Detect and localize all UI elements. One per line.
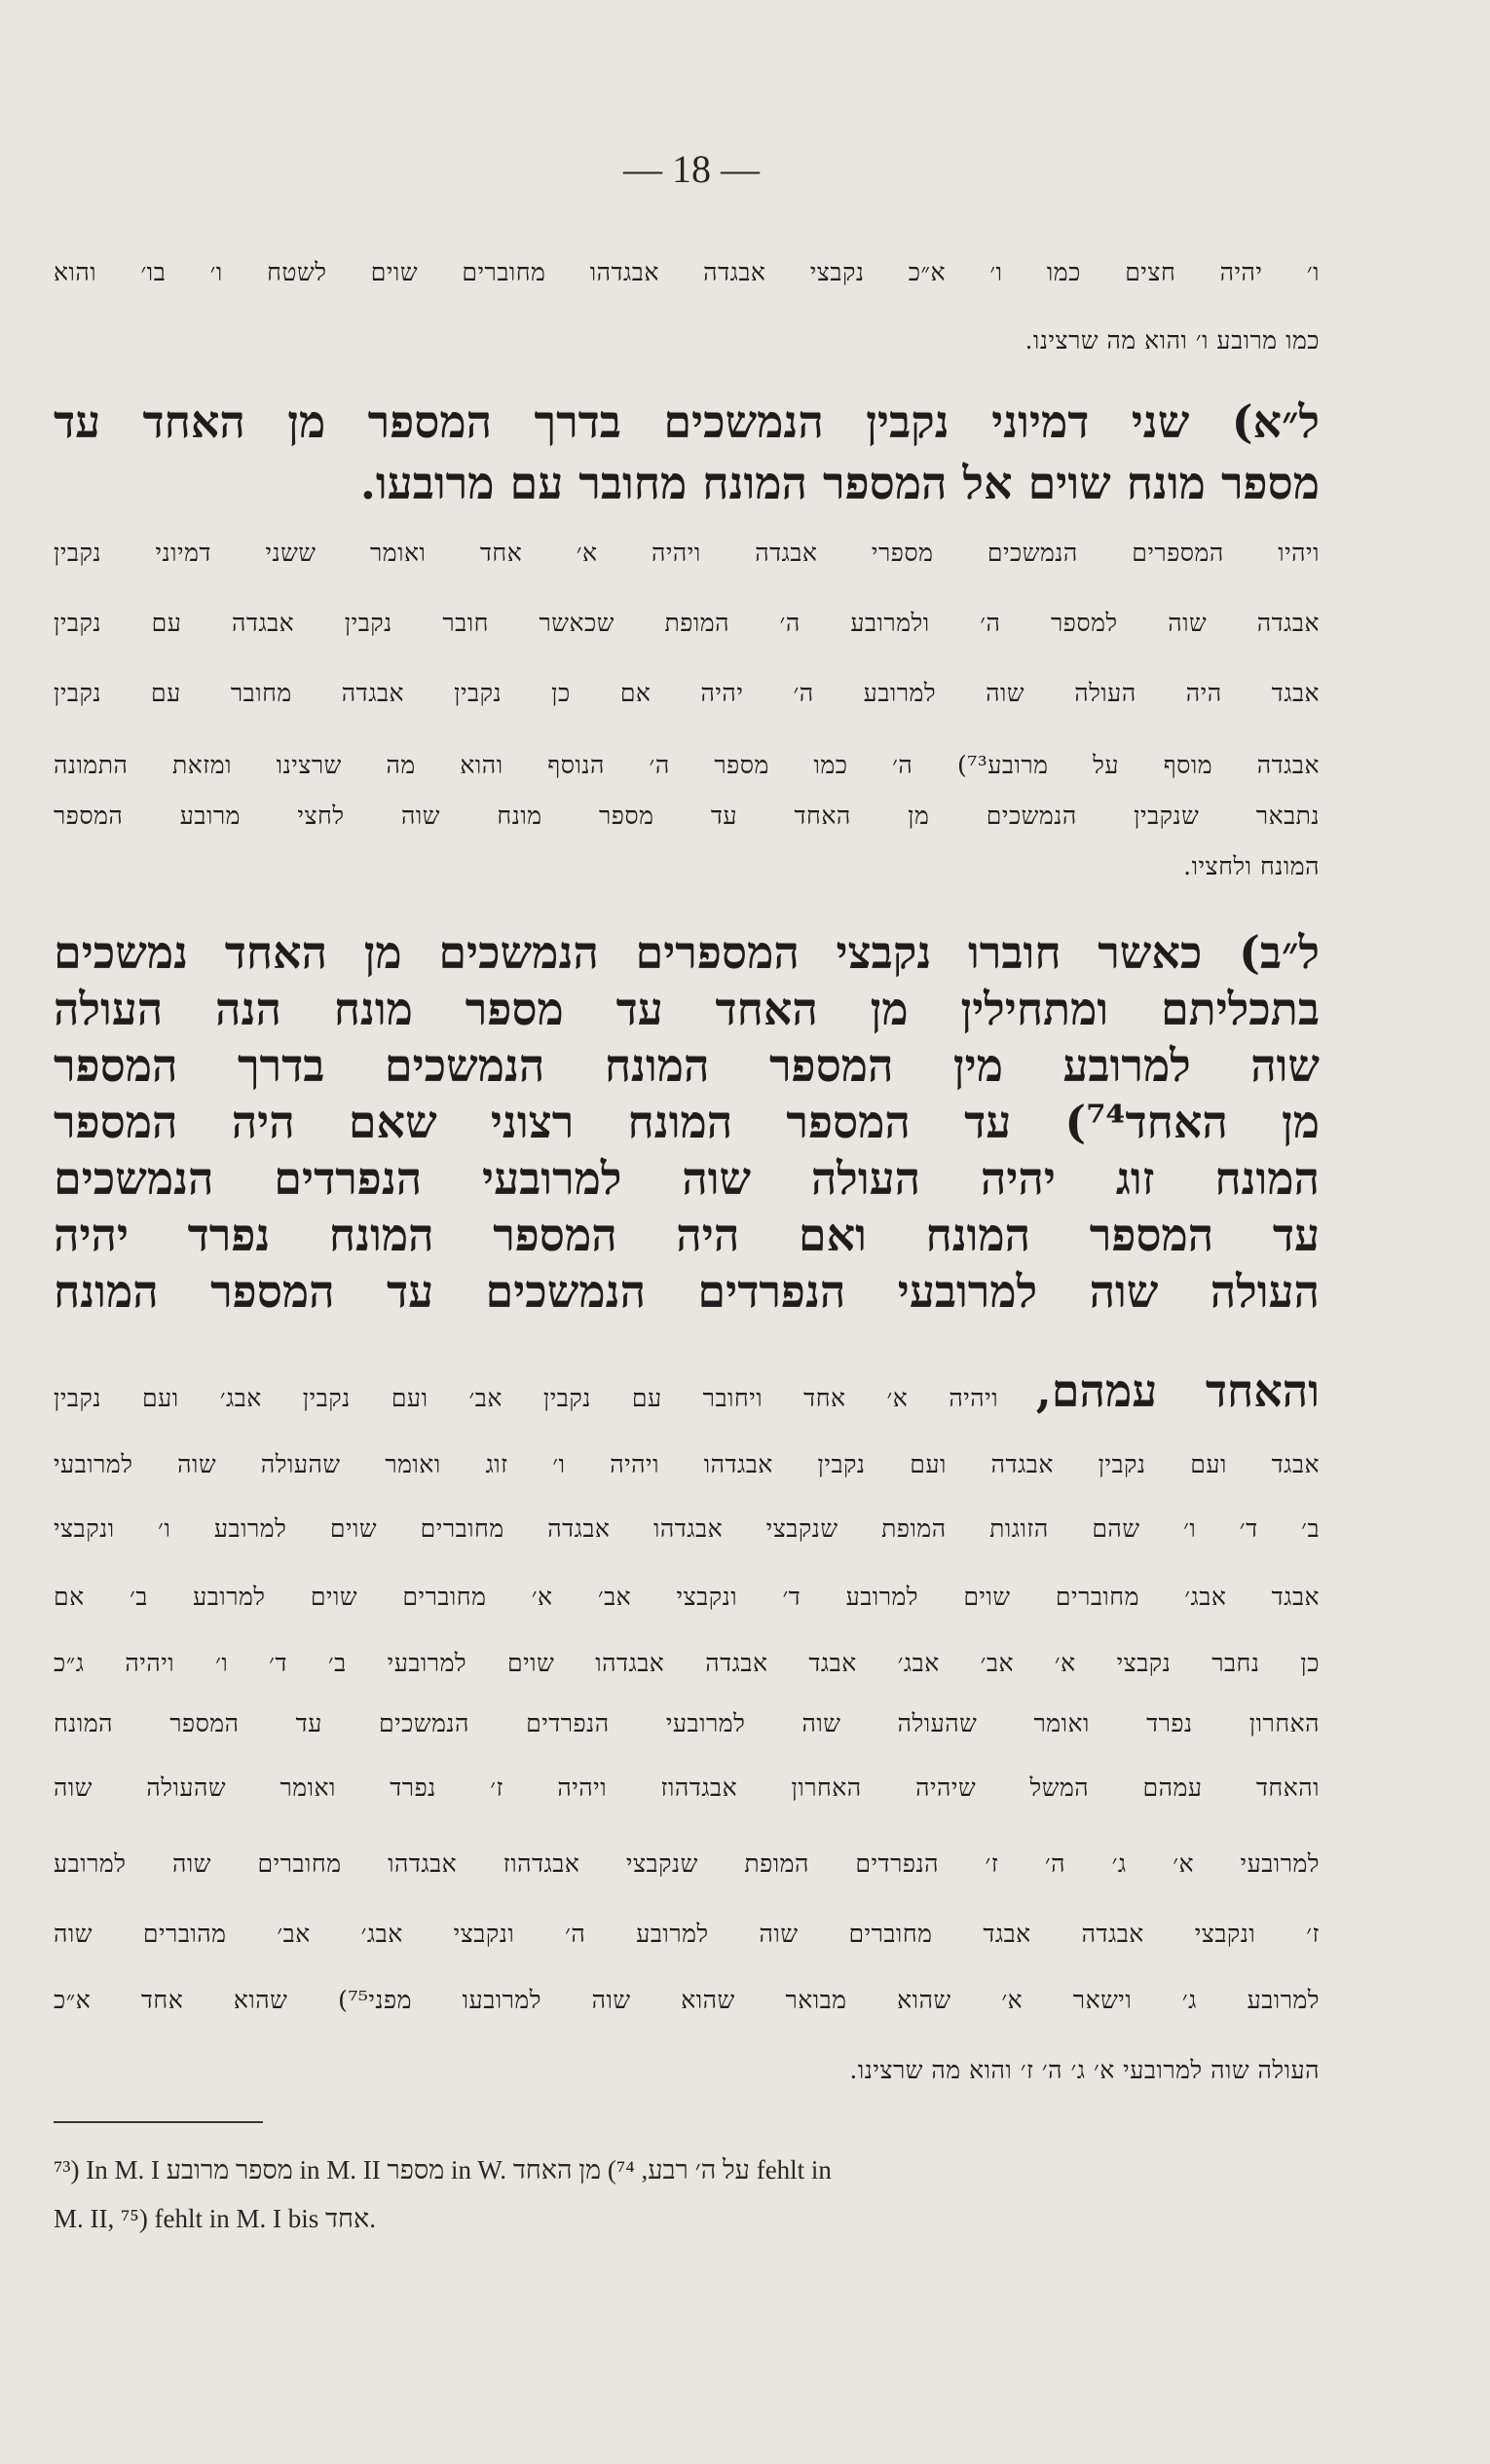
text-line: אבגדה שוה למספר ה׳ ולמרובע ה׳ המופת שכאשר חובר נקבין אבגדה עם נקבין: [54, 609, 1320, 637]
text-line: והאחד עמהם המשל שיהיה האחרון אבגדהוז ויהיה ז׳ נפרד ואומר שהעולה שוה: [54, 1773, 1320, 1802]
text-line: המונח ולחציו.: [1183, 852, 1320, 880]
text-line: למרובע ג׳ וישאר א׳ שהוא מבואר שהוא שוה למרובעו מפני⁷⁵) שהוא אחד א״כ: [54, 1986, 1320, 2014]
text-line: האחרון נפרד ואומר שהעולה שוה למרובעי הנפרדים הנמשכים עד המספר המונח: [54, 1709, 1320, 1737]
text-line: העולה שוה למרובעי א׳ ג׳ ה׳ ז׳ והוא מה שרצינו.: [849, 2056, 1320, 2084]
text-fragment: ויהיה א׳ אחד ויחובר עם נקבין אב׳ ועם נקבין אבג׳ ועם נקבין: [54, 1384, 999, 1412]
proposition-heading-line: העולה שוה למרובעי הנפרדים הנמשכים עד המספר המונח: [54, 1265, 1320, 1318]
proposition-heading-line: [54, 394, 1320, 449]
proposition-heading-line: מספר מונח שוים אל המספר המונח מחובר עם מרובעו.: [359, 457, 1320, 509]
text-line: ב׳ ד׳ ו׳ שהם הזוגות המופת שנקבצי אבגדהו אבגדה מחוברים שוים למרובע ו׳ ונקבצי: [54, 1514, 1320, 1543]
footnote-line: ⁷³) In M. I מספר מרובע in M. II מספר in W. על ה׳ רבע, ⁷⁴) מן האחד fehlt in: [54, 2155, 832, 2184]
text-line: ז׳ ונקבצי אבגדה אבגד מחוברים שוה למרובע ה׳ ונקבצי אבג׳ אב׳ מהוברים שוה: [54, 1920, 1320, 1948]
text-line: אבגד היה העולה שוה למרובע ה׳ יהיה אם כן נקבין אבגדה מחובר עם נקבין: [54, 679, 1320, 707]
proposition-heading-line: [54, 925, 1320, 980]
text-line: כן נחבר נקבצי א׳ אב׳ אבג׳ אבגד אבגדה אבגדהו שוים למרובעי ב׳ ד׳ ו׳ ויהיה ג״כ: [54, 1649, 1320, 1677]
text-line: למרובעי א׳ ג׳ ה׳ ז׳ הנפרדים המופת שנקבצי אבגדהוז אבגדהו מחוברים שוה למרובע: [54, 1849, 1320, 1878]
text-line: נתבאר שנקבין הנמשכים מן האחד עד מספר מונח שוה לחצי מרובע המספר: [54, 802, 1320, 830]
text-line: ו׳ יהיה חצים כמו ו׳ א״כ נקבצי אבגדה אבגדהו מחוברים שוים לשטח ו׳ בו׳ והוא: [54, 258, 1320, 286]
proposition-heading-line: המונח זוג יהיה העולה שוה למרובעי הנפרדים הנמשכים: [54, 1152, 1320, 1205]
proposition-text: שני דמיוני נקבין הנמשכים בדרך המספר מן האחד עד: [54, 395, 1190, 448]
footnote-line: M. II, ⁷⁵) fehlt in M. I bis אחד.: [54, 2204, 376, 2233]
text-line: אבגד אבג׳ מחוברים שוים למרובע ד׳ ונקבצי אב׳ א׳ מחוברים שוים למרובע ב׳ אם: [54, 1583, 1320, 1611]
text-line: כמו מרובע ו׳ והוא מה שרצינו.: [1024, 326, 1320, 355]
proposition-label: ל״א): [1231, 395, 1320, 448]
page-number: — 18 —: [623, 147, 760, 191]
proposition-heading-line: בתכליתם ומתחילין מן האחד עד מספר מונח הנה העולה: [54, 983, 1320, 1035]
proposition-text: והאחד עמהם,: [1035, 1364, 1320, 1417]
proposition-text: כאשר חוברו נקבצי המספרים הנמשכים מן האחד נמשכים: [54, 926, 1203, 979]
proposition-heading-line: שוה למרובע מין המספר המונח הנמשכים בדרך המספר: [54, 1039, 1320, 1092]
proposition-heading-line: מן האחד⁷⁴) עד המספר המונח רצוני שאם היה המספר: [54, 1096, 1320, 1148]
text-line: אבגדה מוסף על מרובע⁷³) ה׳ כמו מספר ה׳ הנוסף והוא מה שרצינו ומזאת התמונה: [54, 751, 1320, 779]
text-line: ויהיו המספרים הנמשכים מספרי אבגדה ויהיה א׳ אחד ואומר ששני דמיוני נקבין: [54, 539, 1320, 567]
proposition-heading-line: עד המספר המונח ואם היה המספר המונח נפרד יהיה: [54, 1209, 1320, 1261]
proposition-label: ל״ב): [1239, 926, 1320, 979]
footnote-separator: [54, 2121, 263, 2123]
text-line: אבגד ועם נקבין אבגדה ועם נקבין אבגדהו ויהיה ו׳ זוג ואומר שהעולה שוה למרובעי: [54, 1450, 1320, 1478]
mixed-line: [54, 1363, 1320, 1418]
